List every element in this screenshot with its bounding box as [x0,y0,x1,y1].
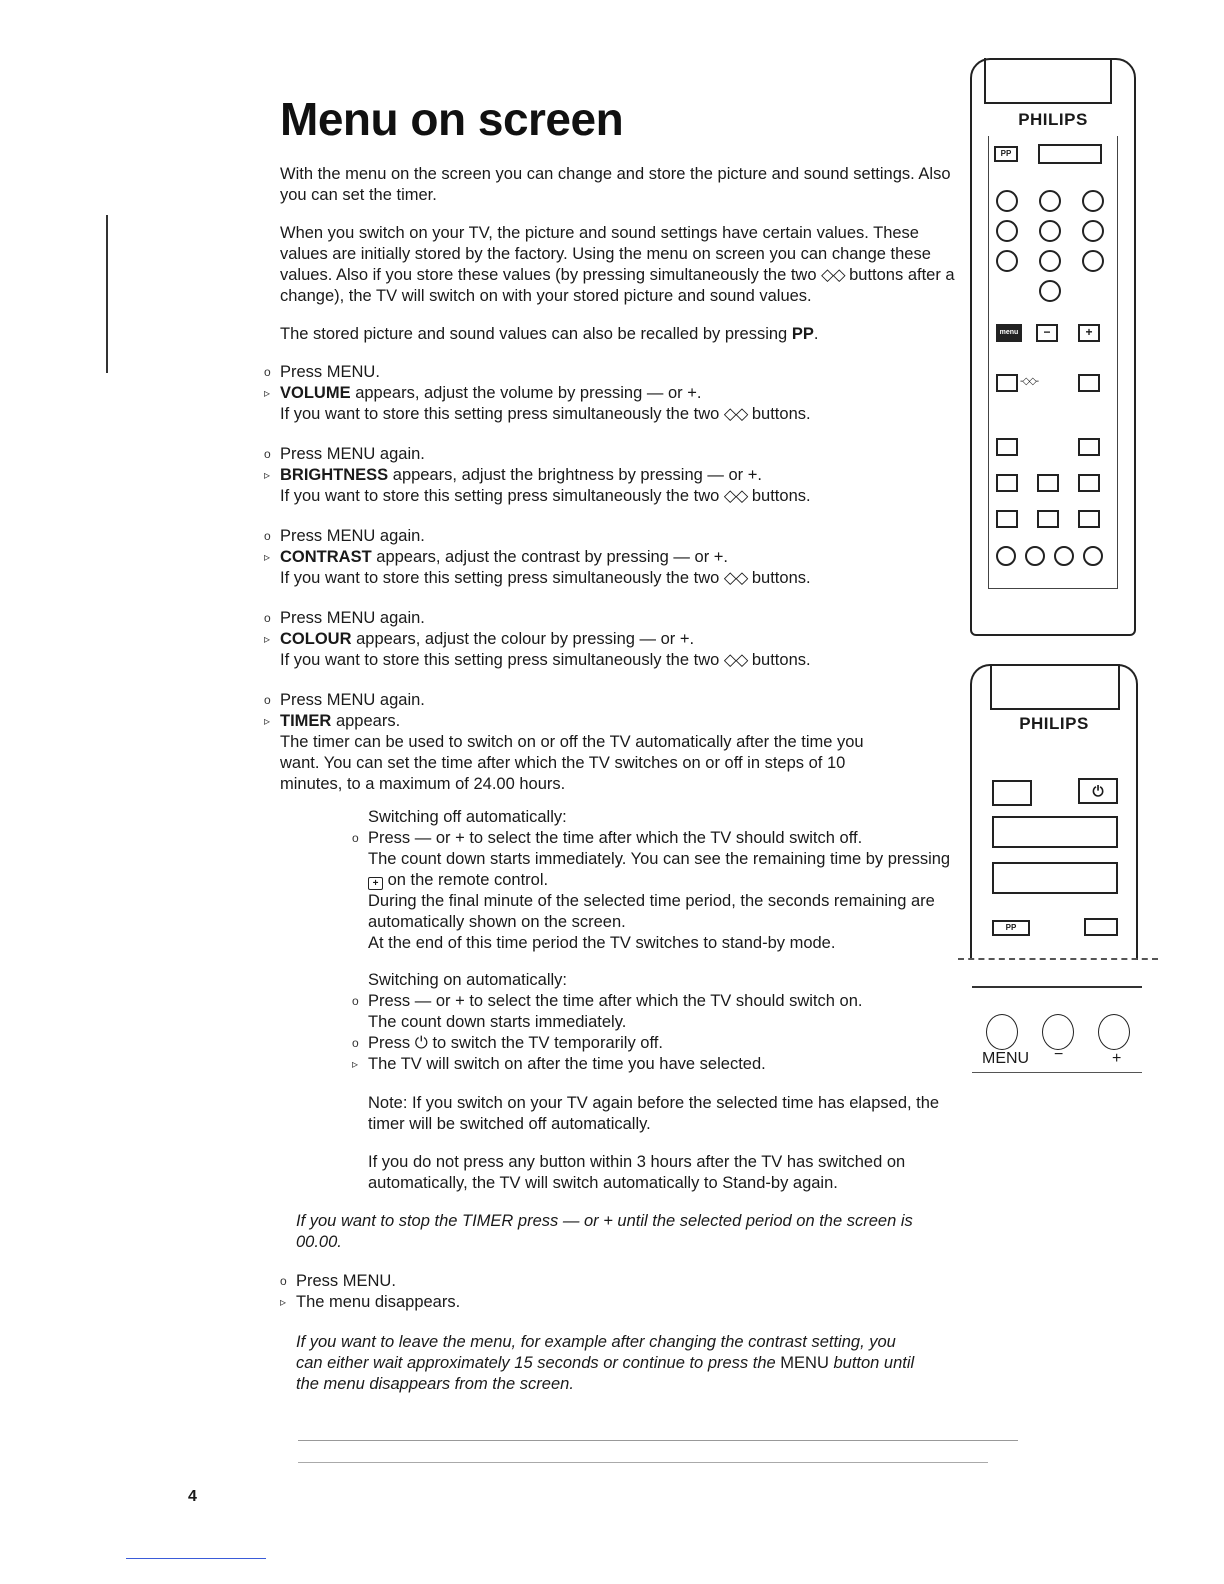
step-store [264,568,960,589]
store-text-end: buttons. [751,651,811,669]
number-button [996,220,1018,242]
store-button-left [996,374,1018,392]
timer-result [280,711,960,732]
step-adjust: appears, adjust the colour by pressing — or +. [356,630,695,648]
leave-menu-text-end: button until the menu disappears from the screen. [296,1354,915,1393]
arrow-bullet-icon: ▹ [264,714,271,728]
final-result: The menu disappears. [296,1293,461,1311]
step-adjust: appears, adjust the volume by pressing — or +. [355,384,702,402]
intro-paragraph-2 [280,223,960,307]
switch-on-countdown: The count down starts immediately. [368,1013,627,1031]
intro-p2-text-a: When you switch on your TV, the picture and sound settings have certain values. These values are initially stored by the factory. Using the menu on screen you can change these values. Also if you store these values (by pressing simultaneously the two [280,224,931,284]
power-icon: ⏻ [414,1034,428,1052]
number-button [1039,250,1061,272]
timer-description: The timer can be used to switch on or off the TV automatically after the time you want. You can set the time after which the TV switches on or off in steps of 10 minutes, to a maximum of 24.00 hours. [280,733,864,793]
panel-bottom-edge [972,1072,1142,1073]
bottom-rule [298,1462,988,1463]
step-result [280,465,960,486]
step-keyword: COLOUR [280,630,352,648]
minus-panel-button [1042,1014,1074,1050]
remote-window [990,664,1120,710]
number-button [1039,190,1061,212]
color-button [996,546,1016,566]
tv-control-panel [972,986,1142,1074]
step-store [264,404,960,425]
colour-step [264,608,960,671]
intro-p2-text-b: buttons after a change), the TV will switch on with your stored picture and sound values. [280,266,955,305]
remote-button [992,780,1032,806]
switch-on-press: Press — or + to select the time after which the TV should switch on. [368,992,863,1010]
remote-button [1078,510,1100,528]
countdown-text: The count down starts immediately. You can see the remaining time by pressing [368,850,951,868]
diamond-buttons-icon: ◇◇ [723,569,748,587]
margin-rule [106,215,108,373]
remote-window [984,58,1112,104]
remote-display-strip [992,816,1118,848]
page-number: 4 [188,1488,197,1505]
power-text-end: to switch the TV temporarily off. [432,1034,663,1052]
circle-bullet-icon: o [264,447,271,461]
color-button [1083,546,1103,566]
store-button-right [1078,374,1100,392]
circle-bullet-icon: o [264,693,271,707]
footer-rule [126,1558,266,1559]
store-text-end: buttons. [751,569,811,587]
arrow-bullet-icon: ▹ [264,550,271,564]
switch-on-block [352,970,960,1075]
circle-bullet-icon: o [264,611,271,625]
intro-paragraph-1: With the menu on the screen you can change and store the picture and sound settings. Also you can set the timer. [280,165,951,204]
timer-appears: appears. [335,712,401,730]
store-text: If you want to store this setting press simultaneously the two [280,651,720,669]
plus-panel-button [1098,1014,1130,1050]
remote-control-illustration-2 [970,664,1138,960]
number-button [1082,250,1104,272]
remote-button [996,438,1018,456]
step-keyword: CONTRAST [280,548,372,566]
switch-on-result: The TV will switch on after the time you have selected. [368,1055,766,1073]
arrow-bullet-icon: ▹ [264,386,271,400]
note-elapsed: Note: If you switch on your TV again before the selected time has elapsed, the timer will be switched off automatically. [368,1094,940,1133]
main-content [264,164,960,1413]
step-store [264,486,960,507]
switch-off-countdown [368,849,960,891]
arrow-bullet-icon: ▹ [264,632,271,646]
number-button [1039,220,1061,242]
countdown-text-end: on the remote control. [387,871,549,889]
intro-paragraph-3 [280,324,960,345]
step-result [280,383,960,404]
bottom-rule [298,1440,1018,1441]
circle-bullet-icon: o [352,1036,359,1050]
minus-button: − [1036,324,1058,342]
step-store [264,650,960,671]
pp-button: PP [992,920,1030,936]
switch-on-heading: Switching on automatically: [368,971,568,989]
arrow-bullet-icon: ▹ [280,1295,287,1309]
diamond-buttons-icon: ◇◇ [821,266,845,284]
panel-plus-label: + [1112,1050,1122,1067]
remote-button [1084,918,1118,936]
number-button [1082,220,1104,242]
switch-off-final-minute: During the final minute of the selected time period, the seconds remaining are automatically shown on the screen. [368,892,935,931]
stop-timer-note: If you want to stop the TIMER press — or + until the selected period on the screen is 00.00. [296,1212,913,1251]
step-keyword: BRIGHTNESS [280,466,389,484]
number-button [996,190,1018,212]
step-adjust: appears, adjust the brightness by pressing — or +. [392,466,762,484]
store-text: If you want to store this setting press simultaneously the two [280,487,720,505]
number-button [996,250,1018,272]
number-button [1039,280,1061,302]
leave-menu-text: If you want to leave the menu, for example after changing the contrast setting, you can either wait approximately 15 seconds or continue to press the [296,1333,896,1372]
remote-button [1037,474,1059,492]
arrow-bullet-icon: ▹ [352,1057,359,1071]
volume-step [264,362,960,425]
diamond-buttons-icon: ◇◇ [723,487,748,505]
diamond-buttons-icon: ◇◇ [723,651,748,669]
circle-bullet-icon: o [264,365,271,379]
final-step [280,1271,960,1313]
timer-keyword: TIMER [280,712,332,730]
page-title: Menu on screen [280,93,624,145]
switch-off-block [352,807,960,954]
number-button [1082,190,1104,212]
circle-bullet-icon: o [352,831,359,845]
switch-off-end: At the end of this time period the TV switches to stand-by mode. [368,934,836,952]
remote-button [1078,474,1100,492]
store-text-end: buttons. [751,487,811,505]
step-keyword: VOLUME [280,384,351,402]
switch-off-heading: Switching off automatically: [368,808,567,826]
panel-menu-label: MENU [982,1050,1030,1067]
timer-step [264,690,960,795]
switch-off-press: Press — or + to select the time after which the TV should switch off. [368,829,863,847]
timer-press: Press MENU again. [280,691,425,709]
circle-bullet-icon: o [352,994,359,1008]
contrast-step [264,526,960,589]
panel-top-edge [972,986,1142,988]
store-text: If you want to store this setting press simultaneously the two [280,569,720,587]
color-button [1025,546,1045,566]
leave-menu-note [296,1332,916,1395]
power-text: Press [368,1034,411,1052]
final-press: Press MENU. [296,1272,396,1290]
step-result [280,629,960,650]
panel-minus-label: − [1054,1046,1064,1063]
store-diamonds-icon: -◇◇- [1020,376,1039,387]
step-press: Press MENU. [280,363,380,381]
remote-display-strip [992,862,1118,894]
pp-keyword: PP [791,325,814,343]
remote-button [996,510,1018,528]
intro-p3-text: The stored picture and sound values can also be recalled by pressing [280,325,788,343]
remote-brand: PHILIPS [1019,714,1089,733]
note-standby: If you do not press any button within 3 hours after the TV has switched on automatically, the TV will switch automatically to Stand-by again. [368,1153,906,1192]
brightness-step [264,444,960,507]
plus-box-icon: + [368,877,383,890]
cut-line [958,958,1158,960]
plus-button: + [1078,324,1100,342]
step-press: Press MENU again. [280,527,425,545]
step-adjust: appears, adjust the contrast by pressing — or +. [376,548,728,566]
remote-button [1037,510,1059,528]
pp-button: PP [994,146,1018,162]
switch-on-power [368,1033,960,1054]
store-text: If you want to store this setting press simultaneously the two [280,405,720,423]
menu-keyword: MENU [780,1354,829,1372]
display-button [1038,144,1102,164]
step-result [280,547,960,568]
menu-panel-button [986,1014,1018,1050]
menu-button: menu [996,324,1022,342]
step-press: Press MENU again. [280,609,425,627]
arrow-bullet-icon: ▹ [264,468,271,482]
diamond-buttons-icon: ◇◇ [723,405,748,423]
color-button [1054,546,1074,566]
circle-bullet-icon: o [280,1274,287,1288]
intro-p3-end: . [813,325,819,343]
store-text-end: buttons. [751,405,811,423]
remote-brand: PHILIPS [1018,110,1088,129]
remote-button [1078,438,1100,456]
power-button: ⏻ [1078,778,1118,804]
timer-instructions [352,807,960,1075]
remote-button [996,474,1018,492]
step-press: Press MENU again. [280,445,425,463]
remote-control-illustration [970,58,1136,636]
circle-bullet-icon: o [264,529,271,543]
